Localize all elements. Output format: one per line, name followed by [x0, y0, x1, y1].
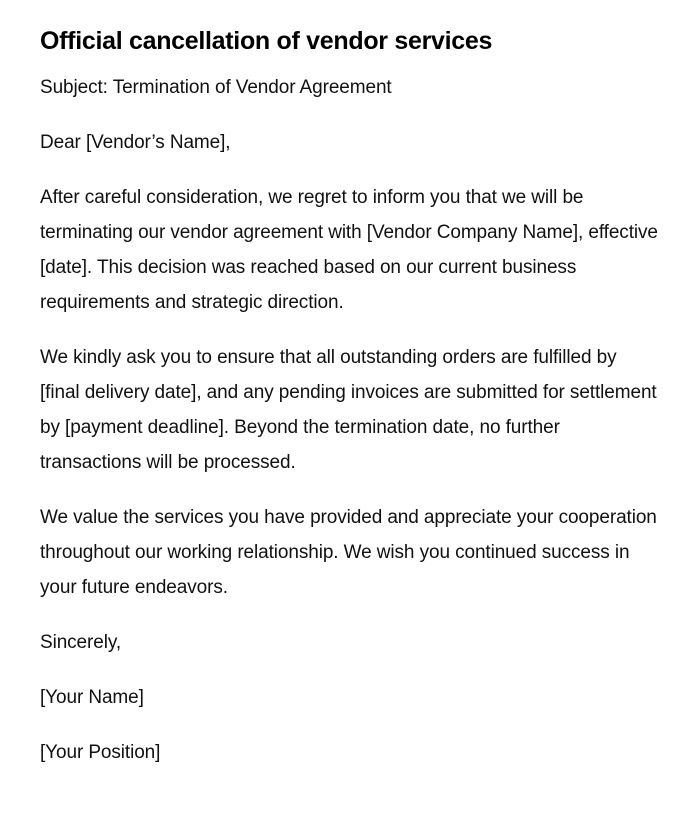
document-title: Official cancellation of vendor services	[40, 27, 493, 55]
salutation: Dear [Vendor’s Name],	[40, 132, 231, 153]
signature-name: [Your Name]	[40, 687, 144, 708]
body-paragraph-3: We value the services you have provided and appreciate your cooperation throughout our working relationship. We wish you continued success in your future endeavors.	[40, 507, 657, 598]
body-paragraph-1: After careful consideration, we regret to inform you that we will be terminating our vendor agreement with [Vendor Company Name], effective [date]. This decision was reached based on our current business requirements and strategic direction.	[40, 187, 658, 313]
closing: Sincerely,	[40, 632, 122, 653]
body-paragraph-2: We kindly ask you to ensure that all outstanding orders are fulfilled by [final delivery date], and any pending invoices are submitted for settlement by [payment deadline]. Beyond the termination date, no further transactions will be processed.	[40, 347, 657, 473]
subject-line: Subject: Termination of Vendor Agreement	[40, 77, 392, 98]
signature-position: [Your Position]	[40, 742, 161, 763]
